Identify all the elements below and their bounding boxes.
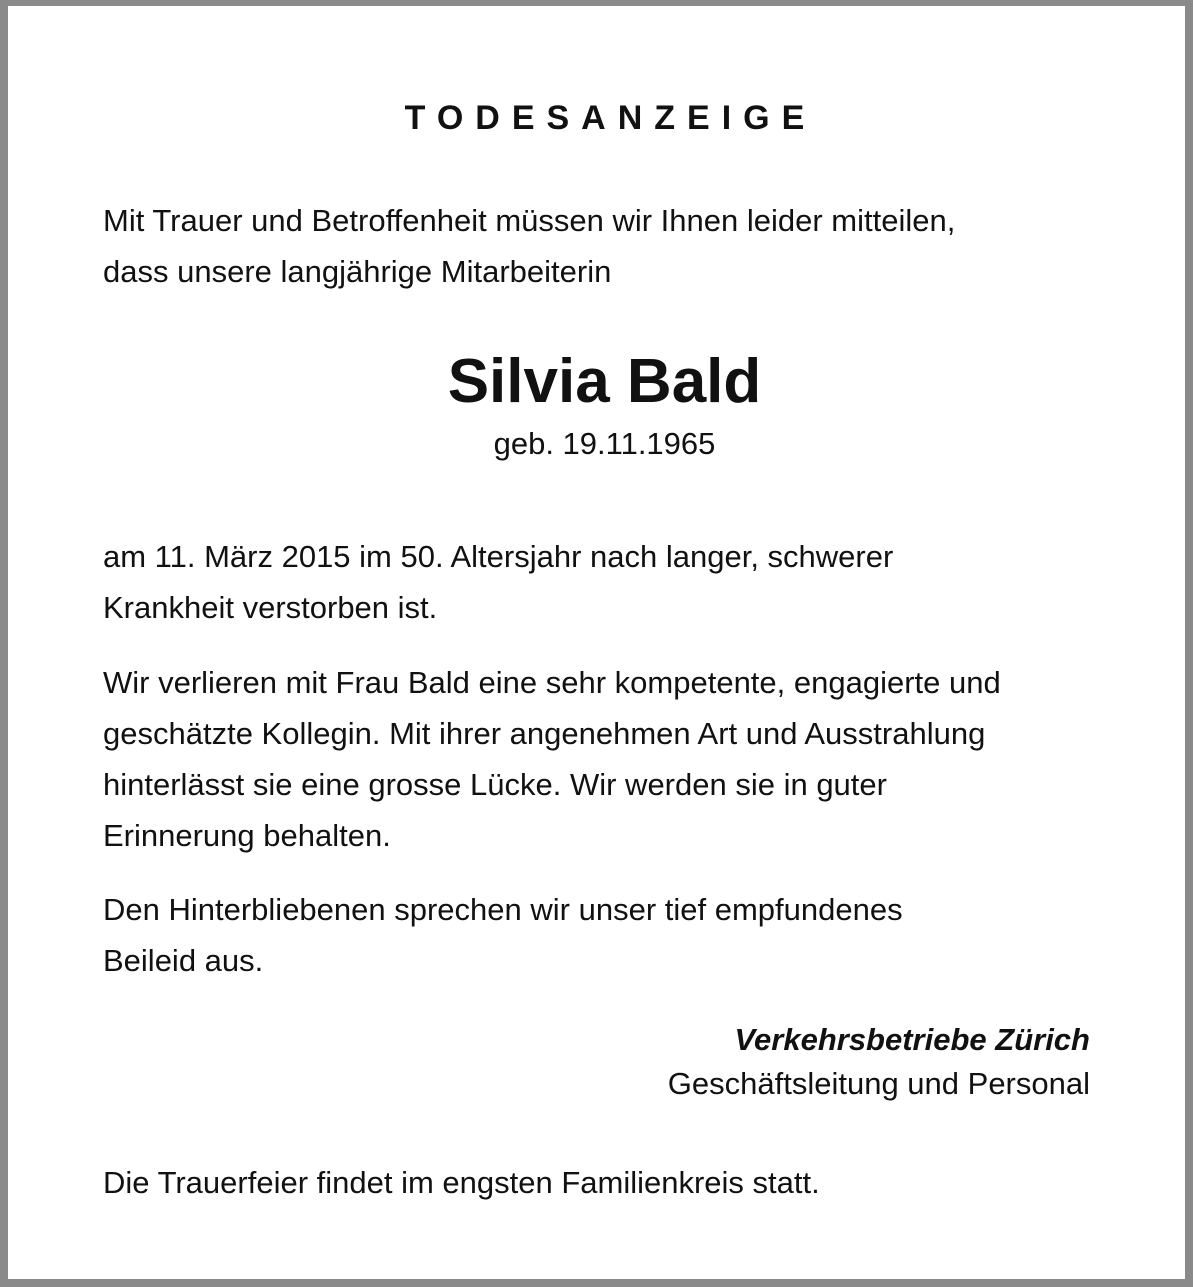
death-paragraph: am 11. März 2015 im 50. Altersjahr nach langer, schwerer Krankheit verstorben ist. bbox=[103, 539, 894, 625]
funeral-paragraph: Die Trauerfeier findet im engsten Familienkreis statt. bbox=[103, 1165, 820, 1200]
signature-organization: Verkehrsbetriebe Zürich bbox=[734, 1022, 1090, 1057]
birth-date: geb. 19.11.1965 bbox=[493, 426, 716, 461]
deceased-name: Silvia Bald bbox=[447, 347, 762, 416]
signature-block bbox=[390, 1018, 1090, 1106]
notice-heading: TODESANZEIGE bbox=[404, 99, 817, 137]
loss-paragraph: Wir verlieren mit Frau Bald eine sehr kompetente, engagierte und geschätzte Kollegin. Mit ihrer angenehmen Art und Ausstrahlung hinterlässt sie eine grosse Lücke. Wir werden sie in guter Erinnerung behalten. bbox=[103, 665, 1001, 853]
condolence-paragraph: Den Hinterbliebenen sprechen wir unser tief empfundenes Beileid aus. bbox=[103, 892, 903, 978]
signature-department: Geschäftsleitung und Personal bbox=[667, 1066, 1090, 1101]
intro-paragraph: Mit Trauer und Betroffenheit müssen wir Ihnen leider mitteilen, dass unsere langjährige Mitarbeiterin bbox=[103, 203, 956, 289]
